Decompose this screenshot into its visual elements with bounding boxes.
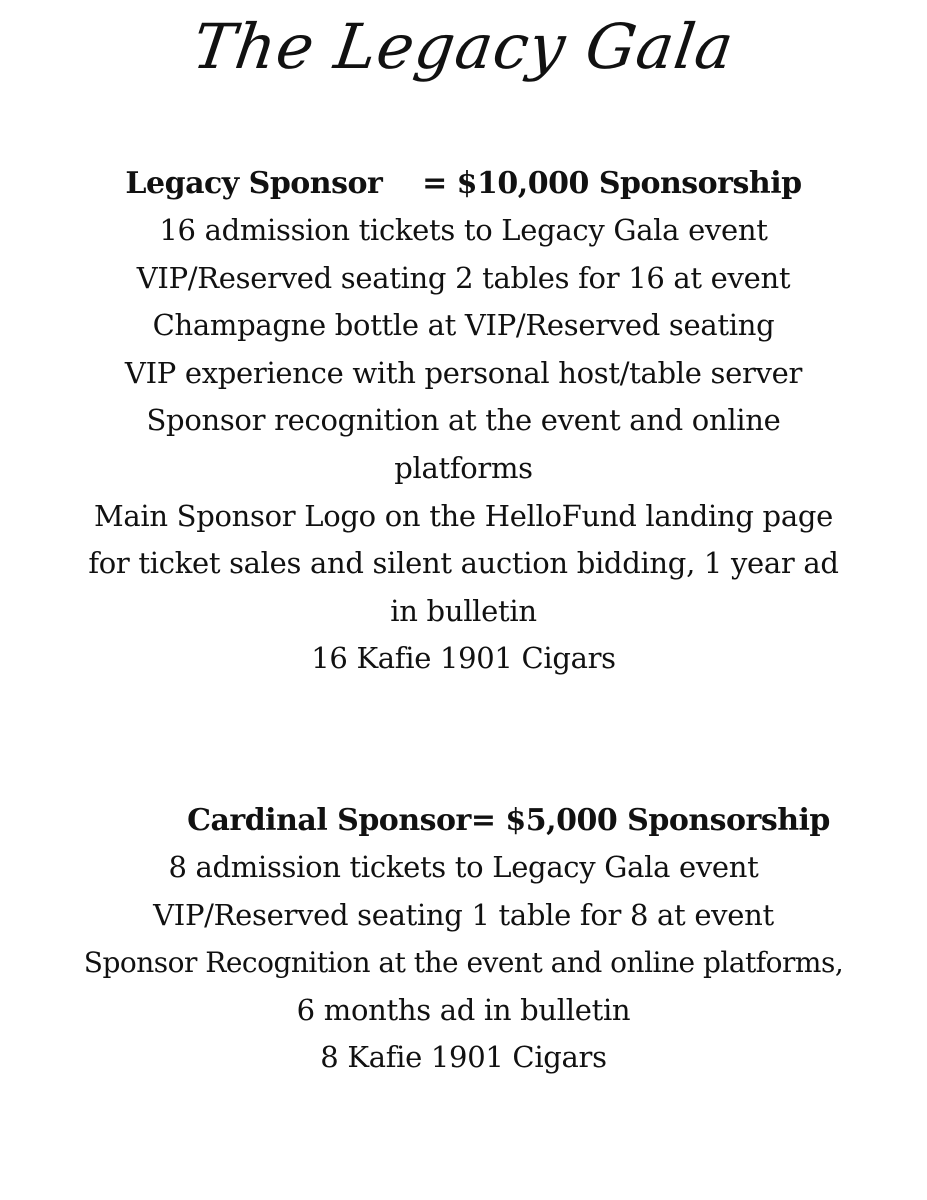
legacy-benefit-line: Champagne bottle at VIP/Reserved seating xyxy=(152,308,775,343)
legacy-sponsor-section xyxy=(0,161,927,683)
cardinal-benefit-line: 8 Kafie 1901 Cigars xyxy=(320,1040,607,1075)
legacy-benefit-line: 16 Kafie 1901 Cigars xyxy=(311,641,616,676)
legacy-benefit-line: 16 admission tickets to Legacy Gala event xyxy=(159,213,768,247)
cardinal-benefit-line: VIP/Reserved seating 1 table for 8 at event xyxy=(153,897,774,932)
cardinal-sponsor-heading: Cardinal Sponsor= $5,000 Sponsorship xyxy=(187,803,830,838)
cardinal-benefit-line: 6 months ad in bulletin xyxy=(296,992,631,1027)
legacy-benefit-line: for ticket sales and silent auction bidding, 1 year ad xyxy=(88,546,839,581)
legacy-benefit-line: Sponsor recognition at the event and online xyxy=(146,403,781,438)
cardinal-benefit-line: Sponsor Recognition at the event and online platforms, xyxy=(83,946,844,980)
legacy-benefit-line: VIP/Reserved seating 2 tables for 16 at event xyxy=(136,260,791,295)
legacy-sponsor-heading: Legacy Sponsor = $10,000 Sponsorship xyxy=(125,166,802,201)
legacy-benefit-line: in bulletin xyxy=(390,593,537,628)
legacy-benefit-line: VIP experience with personal host/table server xyxy=(124,355,803,390)
cardinal-benefit-line: 8 admission tickets to Legacy Gala event xyxy=(168,850,759,884)
legacy-benefit-line: platforms xyxy=(394,450,533,485)
cardinal-sponsor-section xyxy=(0,798,927,1082)
legacy-benefit-line: Main Sponsor Logo on the HelloFund landing page xyxy=(94,498,833,533)
page-title: The Legacy Gala xyxy=(188,10,739,83)
